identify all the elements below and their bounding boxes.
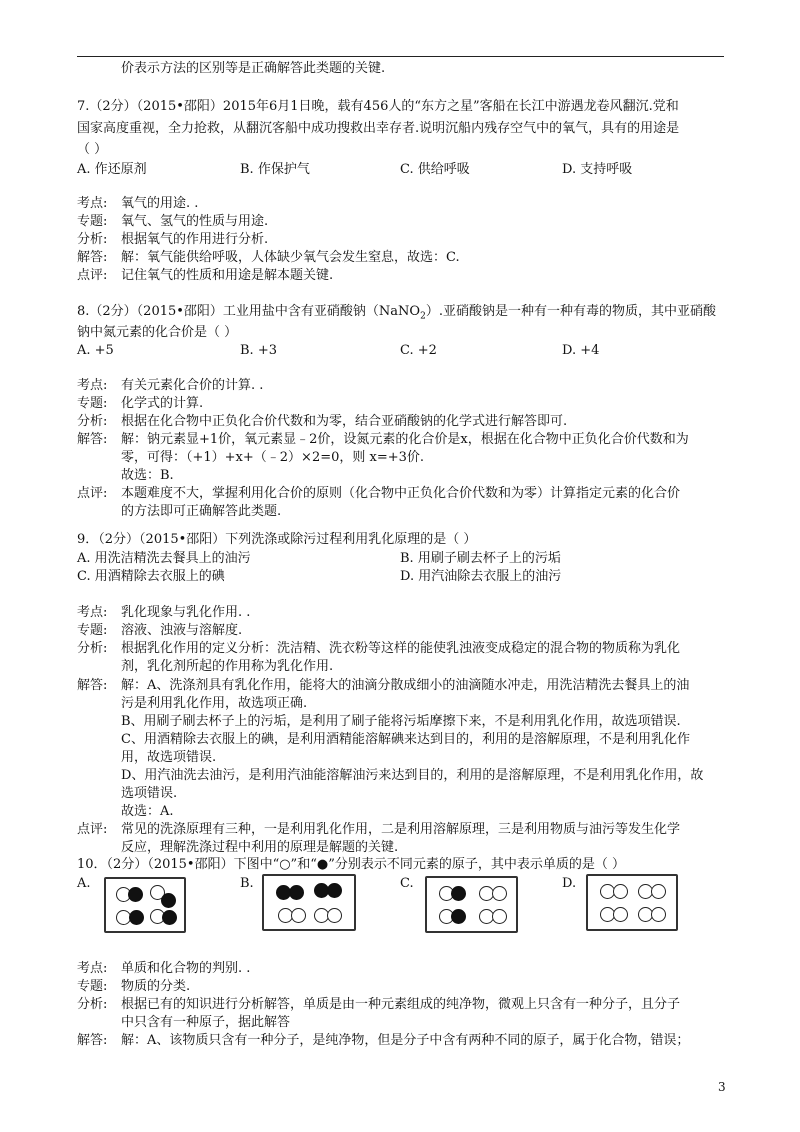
q10-stem: 10．（2分）（2015•邵阳）下图中“○”和“●”分别表示不同元素的原子，其中表示单质的是（ ） [77, 857, 625, 872]
q10-diagram-d [586, 874, 678, 931]
q9-jieda-line-8: 故选：A. [121, 804, 174, 819]
q8-dianping-line-2: 的方法即可正确解答此类题. [121, 504, 282, 519]
q9-jieda-line-1: 解：A、洗涤剂具有乳化作用，能将大的油滴分散成细小的油滴随水冲走，用洗洁精洗去餐具上的油 [121, 678, 690, 693]
q9-option-b: B. 用刷子刷去杯子上的污垢 [400, 551, 561, 566]
q10-fenxi-line-1: 根据已有的知识进行分析解答，单质是由一种元素组成的纯净物，微观上只含有一种分子，且分子 [121, 997, 681, 1012]
q9-stem: 9．（2分）（2015•邵阳）下列洗涤或除污过程利用乳化原理的是（ ） [77, 532, 477, 547]
q8-jieda-line-2: 零，可得：（+1）+x+（﹣2）×2=0，则 x=+3价. [121, 450, 425, 465]
q9-jieda-label: 解答: [77, 678, 108, 693]
q8-stem-line-2: 钠中氮元素的化合价是（ ） [77, 325, 238, 340]
black-atom [128, 887, 143, 902]
q9-jieda-line-3: B、用刷子刷去杯子上的污垢，是利用了刷子能将污垢摩擦下来，不是利用乳化作用，故选项错误. [121, 714, 681, 729]
black-atom [161, 893, 176, 908]
white-atom [651, 907, 666, 922]
q7-jieda-label: 解答: [77, 250, 108, 265]
q8-option-b: B. +3 [240, 343, 277, 358]
q8-fenxi: 根据在化合物中正负化合价代数和为零，结合亚硝酸钠的化学式进行解答即可. [121, 414, 568, 429]
black-atom [289, 885, 304, 900]
q9-zhuanti: 溶液、浊液与溶解度. [121, 623, 243, 638]
black-atom [327, 883, 342, 898]
q8-stem-line-1 [77, 303, 716, 326]
q10-jieda: 解：A、该物质只含有一种分子，是纯净物，但是分子中含有两种不同的原子，属于化合物，错误； [121, 1033, 690, 1048]
header-rule [77, 56, 724, 57]
q10-kaodian-label: 考点: [77, 961, 108, 976]
q10-fenxi-line-2: 中只含有一种原子，据此解答 [121, 1015, 291, 1030]
q10-jieda-label: 解答: [77, 1033, 108, 1048]
q10-option-b-letter: B. [240, 876, 254, 891]
black-atom [162, 910, 177, 925]
q9-dianping-line-2: 反应，理解洗涤过程中利用的原理是解题的关键. [121, 840, 399, 855]
q7-dianping: 记住氧气的性质和用途是解本题关键. [121, 268, 334, 283]
q9-option-d: D. 用汽油除去衣服上的油污 [400, 569, 562, 584]
q7-fenxi-label: 分析: [77, 232, 108, 247]
q8-stem-part-a: 8.（2分）（2015•邵阳）工业用盐中含有亚硝酸钠（NaNO [77, 304, 421, 319]
white-atom [613, 884, 628, 899]
white-atom [327, 908, 342, 923]
q8-stem-part-b: ）.亚硝酸钠是一种有一种有毒的物质，其中亚硝酸 [425, 304, 716, 319]
q9-jieda-line-7: 选项错误. [121, 786, 178, 801]
white-atom [291, 908, 306, 923]
q9-kaodian-label: 考点: [77, 605, 108, 620]
page-number: 3 [718, 1080, 726, 1094]
q9-dianping-line-1: 常见的洗涤原理有三种，一是利用乳化作用，二是利用溶解原理，三是利用物质与油污等发生化学 [121, 822, 681, 837]
q9-dianping-label: 点评: [77, 822, 108, 837]
q8-zhuanti-label: 专题: [77, 396, 108, 411]
black-atom [129, 910, 144, 925]
q8-dianping-label: 点评: [77, 486, 108, 501]
q7-option-a: A. 作还原剂 [77, 162, 147, 177]
q10-option-c-letter: C. [400, 876, 414, 891]
q10-option-d-letter: D. [562, 876, 577, 891]
q9-fenxi-line-1: 根据乳化作用的定义分析：洗洁精、洗衣粉等这样的能使乳浊液变成稳定的混合物的物质称为乳化 [121, 641, 681, 656]
q8-dianping-line-1: 本题难度不大，掌握利用化合价的原则（化合物中正负化合价代数和为零）计算指定元素的化合价 [121, 486, 681, 501]
q7-option-c: C. 供给呼吸 [400, 162, 470, 177]
q8-fenxi-label: 分析: [77, 414, 108, 429]
black-atom [451, 909, 466, 924]
q9-fenxi-label: 分析: [77, 641, 108, 656]
q7-jieda: 解：氧气能供给呼吸，人体缺少氧气会发生窒息，故选：C. [121, 250, 460, 265]
q10-fenxi-label: 分析: [77, 997, 108, 1012]
q9-jieda-line-5: 用，故选项错误. [121, 750, 217, 765]
q8-jieda-line-1: 解：钠元素显+1价，氧元素显﹣2价，设氮元素的化合价是x，根据在化合物中正负化合价代数和为 [121, 432, 689, 447]
q8-jieda-line-3: 故选：B. [121, 468, 174, 483]
q8-option-a: A. +5 [77, 343, 114, 358]
q7-stem-line-3: （ ） [77, 142, 108, 157]
q10-diagram-a [104, 877, 186, 933]
q7-zhuanti-label: 专题: [77, 214, 108, 229]
q7-option-b: B. 作保护气 [240, 162, 310, 177]
q8-kaodian: 有关元素化合价的计算. . [121, 378, 264, 393]
q7-kaodian-label: 考点: [77, 196, 108, 211]
q7-dianping-label: 点评: [77, 268, 108, 283]
q8-kaodian-label: 考点: [77, 378, 108, 393]
q10-zhuanti-label: 专题: [77, 979, 108, 994]
q7-option-d: D. 支持呼吸 [562, 162, 633, 177]
q9-fenxi-line-2: 剂，乳化剂所起的作用称为乳化作用. [121, 659, 334, 674]
q8-option-d: D. +4 [562, 343, 600, 358]
white-atom [613, 907, 628, 922]
q9-zhuanti-label: 专题: [77, 623, 108, 638]
q8-stem-subscript: 2 [420, 311, 426, 322]
q7-kaodian: 氧气的用途. . [121, 196, 199, 211]
q8-option-c: C. +2 [400, 343, 437, 358]
q8-zhuanti: 化学式的计算. [121, 396, 204, 411]
q8-jieda-label: 解答: [77, 432, 108, 447]
q7-fenxi: 根据氧气的作用进行分析. [121, 232, 269, 247]
q10-zhuanti: 物质的分类. [121, 979, 191, 994]
q9-option-a: A. 用洗洁精洗去餐具上的油污 [77, 551, 251, 566]
q7-zhuanti: 氧气、氢气的性质与用途. [121, 214, 269, 229]
q7-stem-line-2: 国家高度重视，全力抢救，从翻沉客船中成功搜救出幸存者.说明沉船内残存空气中的氧气，具有的用途是 [77, 121, 680, 136]
black-atom [451, 886, 466, 901]
header-line: 价表示方法的区别等是正确解答此类题的关键. [121, 61, 386, 76]
q10-option-a-letter: A. [77, 876, 91, 891]
white-atom [492, 886, 507, 901]
white-atom [651, 884, 666, 899]
q9-jieda-line-2: 污是利用乳化作用，故选项正确. [121, 696, 308, 711]
q10-diagram-b [262, 874, 356, 931]
q9-jieda-line-6: D、用汽油洗去油污，是利用汽油能溶解油污来达到目的，利用的是溶解原理，不是利用乳化作用，故 [121, 768, 704, 783]
q7-stem-line-1: 7.（2分）（2015•邵阳）2015年6月1日晚，载有456人的“东方之星”客船在长江中游遇龙卷风翻沉.党和 [77, 99, 679, 114]
q9-option-c: C. 用酒精除去衣服上的碘 [77, 569, 225, 584]
q9-jieda-line-4: C、用酒精除去衣服上的碘，是利用酒精能溶解碘来达到目的，利用的是溶解原理，不是利用乳化作 [121, 732, 690, 747]
q10-kaodian: 单质和化合物的判别. . [121, 961, 251, 976]
white-atom [492, 909, 507, 924]
q9-kaodian: 乳化现象与乳化作用. . [121, 605, 251, 620]
q10-diagram-c [425, 876, 518, 933]
